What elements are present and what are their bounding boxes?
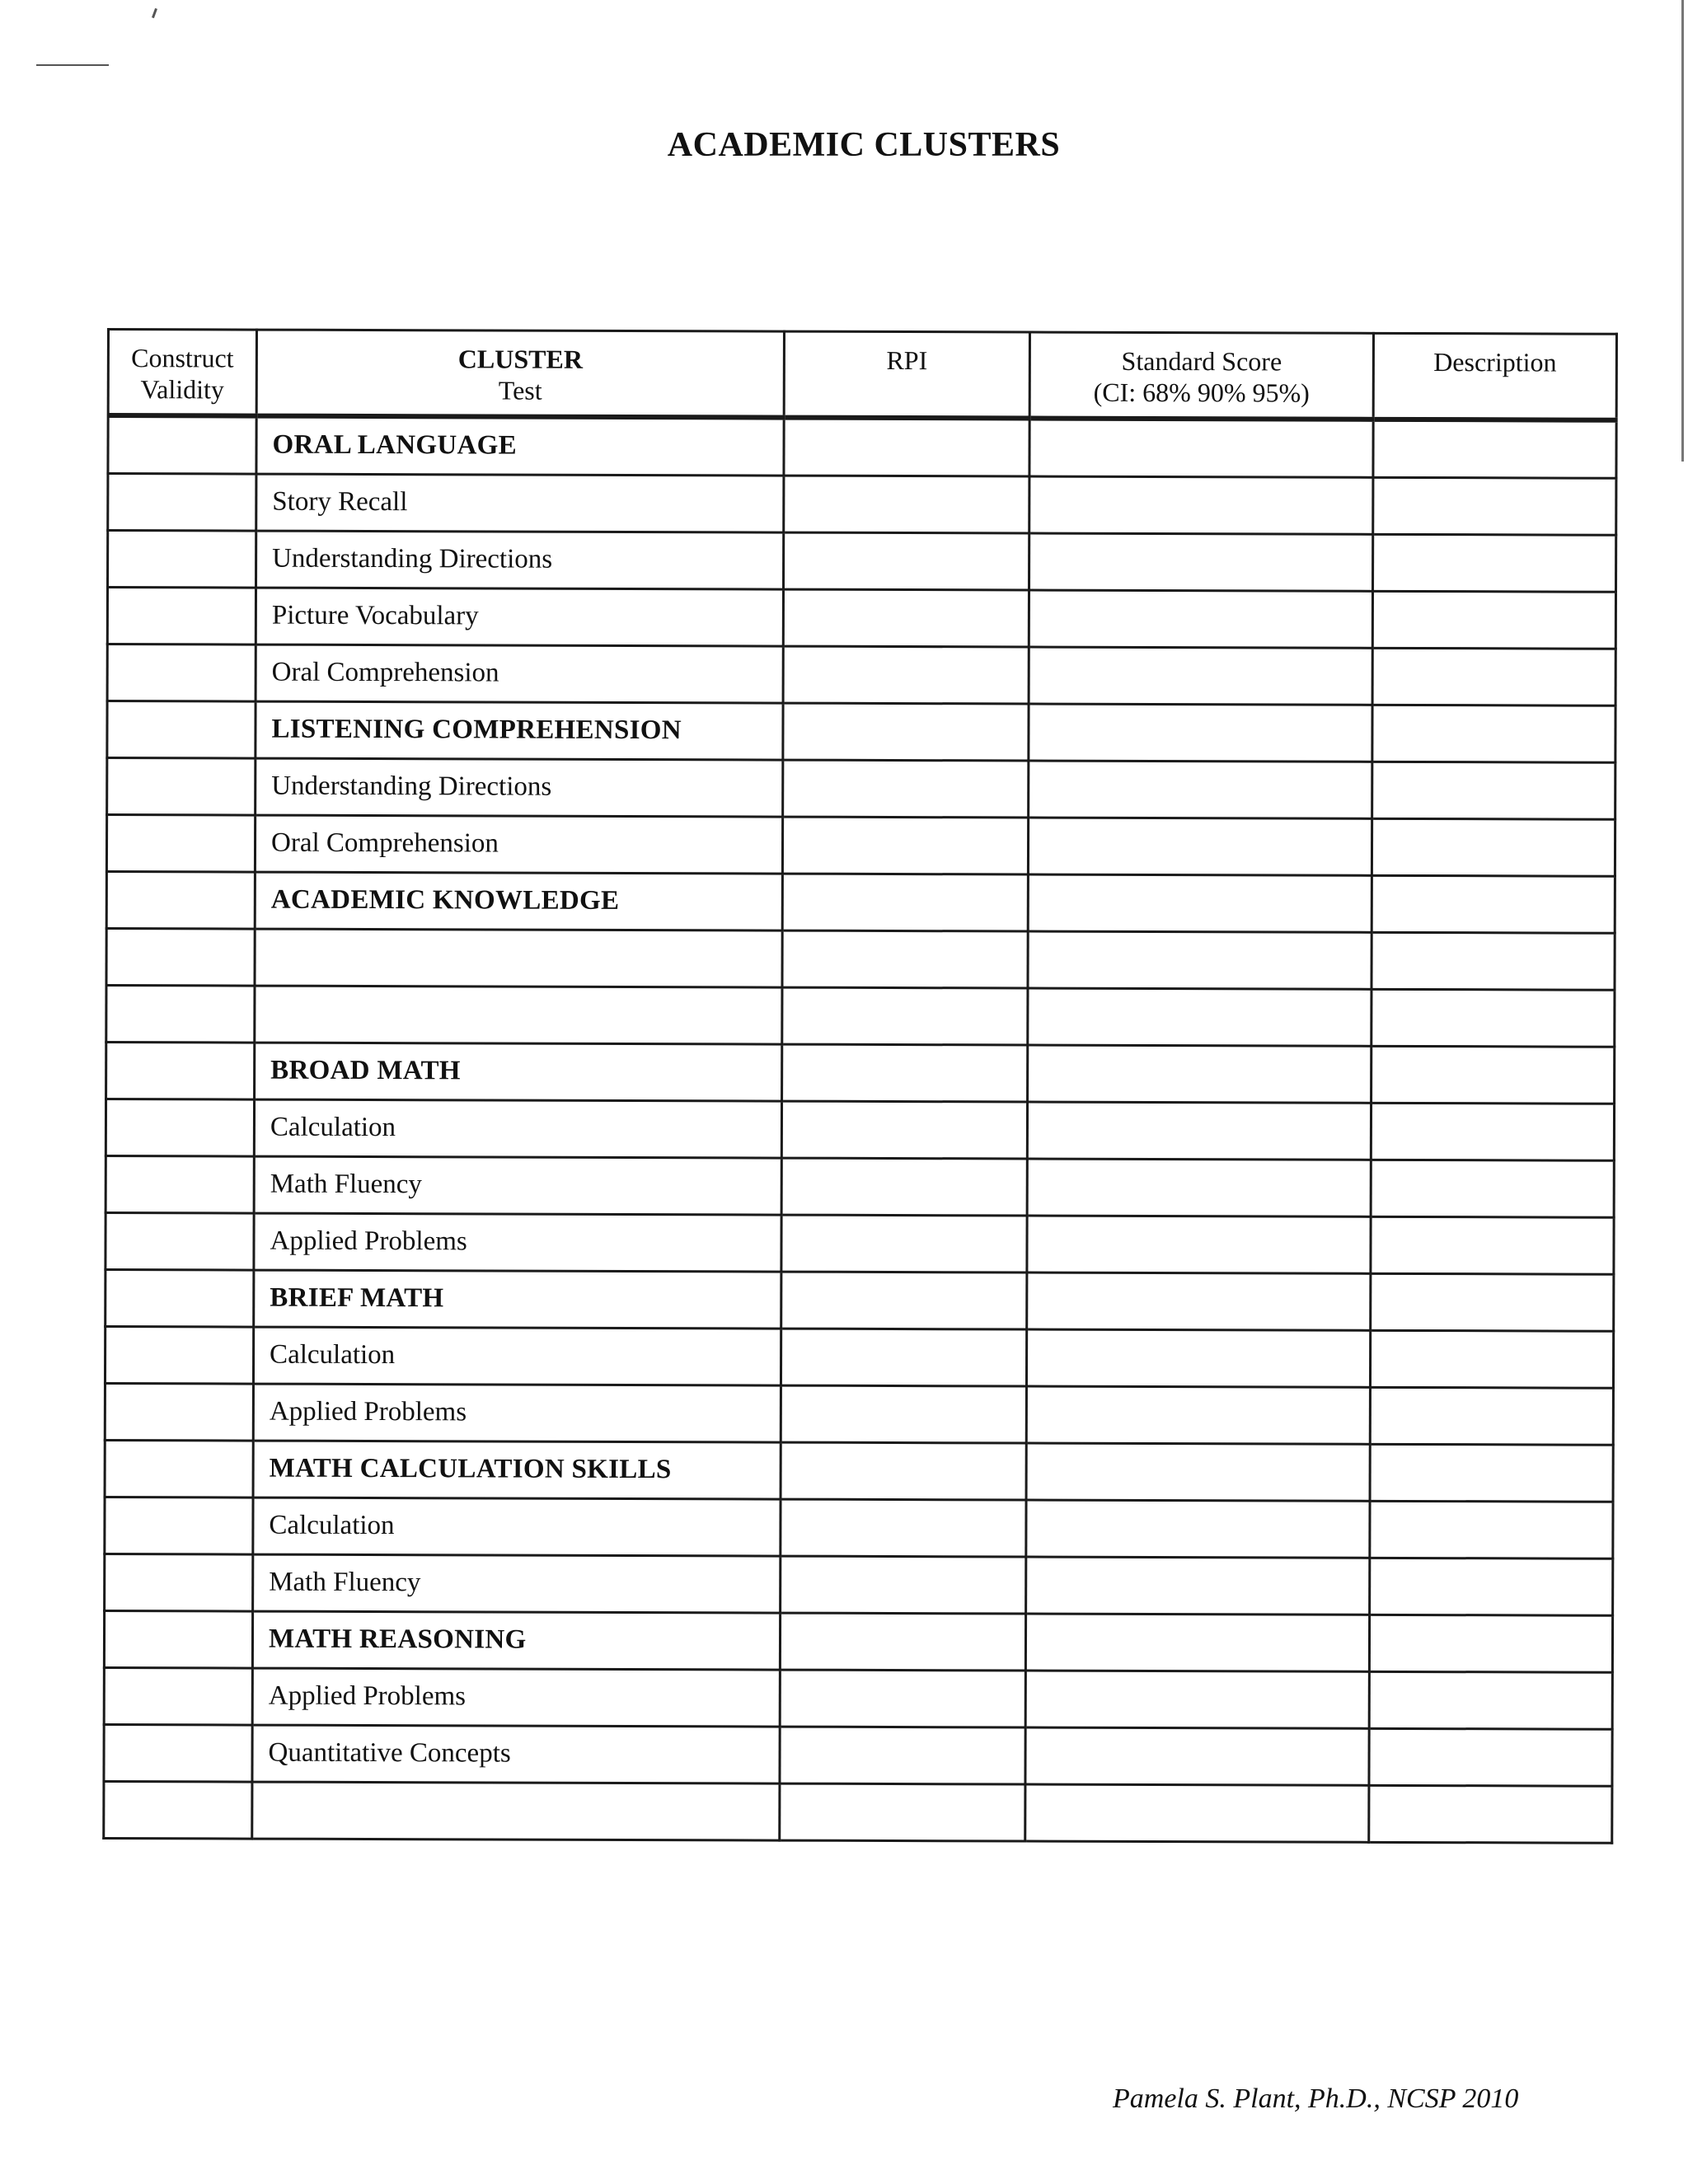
rpi-cell <box>780 1613 1025 1671</box>
description-cell <box>1372 1046 1615 1104</box>
rpi-cell <box>781 1385 1026 1443</box>
test-cell <box>252 1782 780 1840</box>
standard-score-header <box>1029 332 1373 419</box>
table-row <box>104 1610 1612 1672</box>
construct-validity-cell <box>107 757 256 815</box>
rpi-cell <box>783 703 1029 761</box>
construct-validity-cell <box>105 1326 253 1384</box>
construct-validity-cell <box>107 587 256 644</box>
rpi-cell <box>781 1101 1027 1159</box>
construct-validity-cell <box>108 415 256 474</box>
test-cell: Oral Comprehension <box>256 644 783 703</box>
description-cell <box>1371 1273 1614 1331</box>
test-cell: MATH REASONING <box>252 1611 780 1670</box>
table-row <box>107 701 1615 762</box>
cluster-test-header <box>256 330 784 417</box>
test-cell: Math Fluency <box>254 1156 781 1215</box>
table-row <box>106 871 1615 933</box>
description-cell <box>1369 1728 1612 1786</box>
standard-score-cell <box>1029 590 1372 648</box>
standard-score-header-line2: (CI: 68% 90% 95%) <box>1093 377 1310 408</box>
test-cell: Calculation <box>253 1327 781 1385</box>
construct-validity-cell <box>106 814 255 872</box>
rpi-cell <box>780 1727 1025 1784</box>
table-row <box>105 1497 1613 1558</box>
standard-score-cell <box>1027 1159 1371 1216</box>
rpi-cell <box>783 646 1029 704</box>
cluster-header-line: CLUSTER <box>457 344 584 374</box>
description-header <box>1373 333 1616 419</box>
construct-validity-cell <box>105 1554 253 1611</box>
description-cell <box>1370 1387 1613 1445</box>
rpi-cell <box>782 817 1028 874</box>
test-cell: MATH CALCULATION SKILLS <box>253 1441 781 1499</box>
standard-score-cell <box>1026 1443 1370 1501</box>
standard-score-cell <box>1028 874 1372 932</box>
rpi-cell <box>780 1783 1025 1841</box>
page-title: ACADEMIC CLUSTERS <box>667 126 1061 164</box>
description-cell <box>1370 1501 1613 1558</box>
test-cell: Math Fluency <box>253 1554 781 1613</box>
description-cell <box>1372 932 1615 990</box>
table-row <box>108 530 1616 592</box>
table-row <box>105 1326 1613 1388</box>
footer-credit: Pamela S. Plant, Ph.D., NCSP 2010 <box>1113 2083 1519 2114</box>
construct-validity-cell <box>106 1155 254 1213</box>
description-cell <box>1371 1216 1614 1274</box>
table-row <box>104 1781 1612 1843</box>
table-row <box>107 757 1615 819</box>
test-cell: ORAL LANGUAGE <box>256 415 784 476</box>
rpi-cell <box>784 476 1029 533</box>
rpi-cell <box>784 417 1029 476</box>
construct-validity-cell <box>106 1212 254 1270</box>
description-cell <box>1372 705 1615 762</box>
construct-validity-header-line1: Construct <box>131 343 234 373</box>
description-cell <box>1373 534 1616 592</box>
test-cell: Applied Problems <box>254 1213 781 1272</box>
description-cell <box>1372 648 1615 705</box>
construct-validity-cell <box>107 644 256 701</box>
description-header-label: Description <box>1433 347 1557 377</box>
description-cell <box>1373 477 1616 535</box>
construct-validity-cell <box>104 1781 252 1839</box>
description-cell <box>1371 1160 1614 1217</box>
rpi-cell <box>782 930 1028 988</box>
standard-score-cell <box>1026 1500 1370 1558</box>
standard-score-cell <box>1029 761 1372 818</box>
standard-score-cell <box>1026 1557 1370 1615</box>
standard-score-cell <box>1029 533 1373 591</box>
description-cell <box>1372 762 1615 819</box>
academic-clusters-table <box>102 328 1618 1844</box>
table-row <box>108 473 1616 535</box>
test-cell: Story Recall <box>256 474 784 532</box>
rpi-cell <box>783 760 1029 818</box>
construct-validity-header <box>108 330 256 416</box>
table-row <box>106 1155 1614 1217</box>
rpi-cell <box>781 1272 1027 1329</box>
table-header-row <box>108 330 1616 420</box>
test-cell: LISTENING COMPREHENSION <box>256 701 783 760</box>
description-cell <box>1372 591 1615 649</box>
standard-score-cell <box>1029 704 1372 762</box>
standard-score-cell <box>1028 1045 1372 1103</box>
description-cell <box>1369 1615 1612 1672</box>
table-row <box>105 1554 1613 1615</box>
standard-score-cell <box>1027 1216 1371 1273</box>
description-cell <box>1370 1558 1613 1615</box>
description-cell <box>1372 875 1615 933</box>
scan-line <box>36 64 109 66</box>
table-row <box>108 415 1616 478</box>
test-cell: Picture Vocabulary <box>256 588 783 646</box>
description-cell <box>1370 1330 1613 1388</box>
test-cell: ACADEMIC KNOWLEDGE <box>255 872 782 930</box>
standard-score-cell <box>1027 1102 1371 1160</box>
rpi-cell <box>781 1215 1027 1272</box>
table-row <box>106 985 1615 1047</box>
test-cell <box>255 986 782 1044</box>
standard-score-cell <box>1028 988 1372 1046</box>
description-cell <box>1373 419 1616 477</box>
table-body <box>104 415 1616 1843</box>
rpi-cell <box>781 1556 1026 1614</box>
rpi-cell <box>782 1044 1028 1102</box>
rpi-cell <box>781 1158 1027 1216</box>
construct-validity-cell <box>106 985 255 1043</box>
standard-score-cell <box>1026 1386 1370 1444</box>
rpi-cell <box>781 1499 1026 1557</box>
standard-score-cell <box>1029 476 1373 534</box>
test-header-line: Test <box>498 375 542 405</box>
construct-validity-cell <box>105 1497 253 1554</box>
test-cell: Oral Comprehension <box>255 815 782 874</box>
construct-validity-cell <box>107 701 256 758</box>
standard-score-cell <box>1025 1614 1369 1671</box>
test-cell <box>255 929 782 987</box>
standard-score-cell <box>1029 418 1373 477</box>
construct-validity-cell <box>106 871 255 929</box>
standard-score-cell <box>1025 1727 1369 1785</box>
description-cell <box>1372 989 1615 1047</box>
standard-score-cell <box>1025 1671 1369 1728</box>
construct-validity-header-line2: Validity <box>140 374 224 405</box>
test-cell: BRIEF MATH <box>254 1270 781 1329</box>
test-cell: BROAD MATH <box>255 1043 782 1101</box>
standard-score-cell <box>1029 647 1372 705</box>
construct-validity-cell <box>106 1269 254 1327</box>
rpi-cell <box>783 589 1029 647</box>
rpi-cell <box>780 1670 1025 1727</box>
table-row <box>104 1724 1612 1786</box>
standard-score-cell <box>1026 1329 1370 1387</box>
test-cell: Understanding Directions <box>256 531 784 589</box>
rpi-cell <box>781 1442 1026 1500</box>
description-cell <box>1369 1671 1612 1729</box>
construct-validity-cell <box>106 1099 254 1156</box>
scan-edge <box>1681 0 1684 462</box>
table-row <box>106 1042 1615 1104</box>
rpi-cell <box>781 1329 1026 1386</box>
construct-validity-cell <box>108 530 256 588</box>
table-row <box>107 644 1615 705</box>
description-cell <box>1371 1103 1614 1160</box>
construct-validity-cell <box>104 1724 252 1782</box>
construct-validity-cell <box>106 1042 255 1099</box>
table-row <box>106 928 1615 990</box>
construct-validity-cell <box>105 1383 253 1441</box>
table-row <box>105 1440 1613 1502</box>
construct-validity-cell <box>105 1440 253 1497</box>
rpi-cell <box>782 874 1028 931</box>
standard-score-header-line1: Standard Score <box>1121 345 1282 377</box>
rpi-header-label: RPI <box>886 344 928 376</box>
table-row <box>106 1212 1614 1274</box>
test-cell: Calculation <box>254 1099 781 1158</box>
construct-validity-cell <box>106 928 255 986</box>
description-cell <box>1369 1785 1612 1843</box>
rpi-cell <box>782 987 1028 1045</box>
table-row <box>106 814 1615 876</box>
description-cell <box>1370 1444 1613 1502</box>
construct-validity-cell <box>104 1610 252 1668</box>
construct-validity-cell <box>104 1667 252 1725</box>
description-cell <box>1372 818 1615 876</box>
test-cell: Understanding Directions <box>256 758 783 817</box>
construct-validity-cell <box>108 473 256 531</box>
test-cell: Calculation <box>253 1497 781 1556</box>
table-row <box>105 1383 1613 1445</box>
standard-score-cell <box>1028 818 1372 875</box>
rpi-header <box>784 331 1029 418</box>
test-cell: Quantitative Concepts <box>252 1725 780 1783</box>
standard-score-cell <box>1028 931 1372 989</box>
table-row <box>107 587 1615 649</box>
table-row <box>106 1269 1614 1331</box>
test-cell: Applied Problems <box>253 1384 781 1442</box>
table-row <box>104 1667 1612 1729</box>
standard-score-cell <box>1027 1272 1371 1330</box>
table-row <box>106 1099 1614 1160</box>
standard-score-cell <box>1025 1784 1369 1842</box>
rpi-cell <box>784 532 1029 590</box>
test-cell: Applied Problems <box>252 1668 780 1727</box>
scan-speck <box>152 8 157 18</box>
